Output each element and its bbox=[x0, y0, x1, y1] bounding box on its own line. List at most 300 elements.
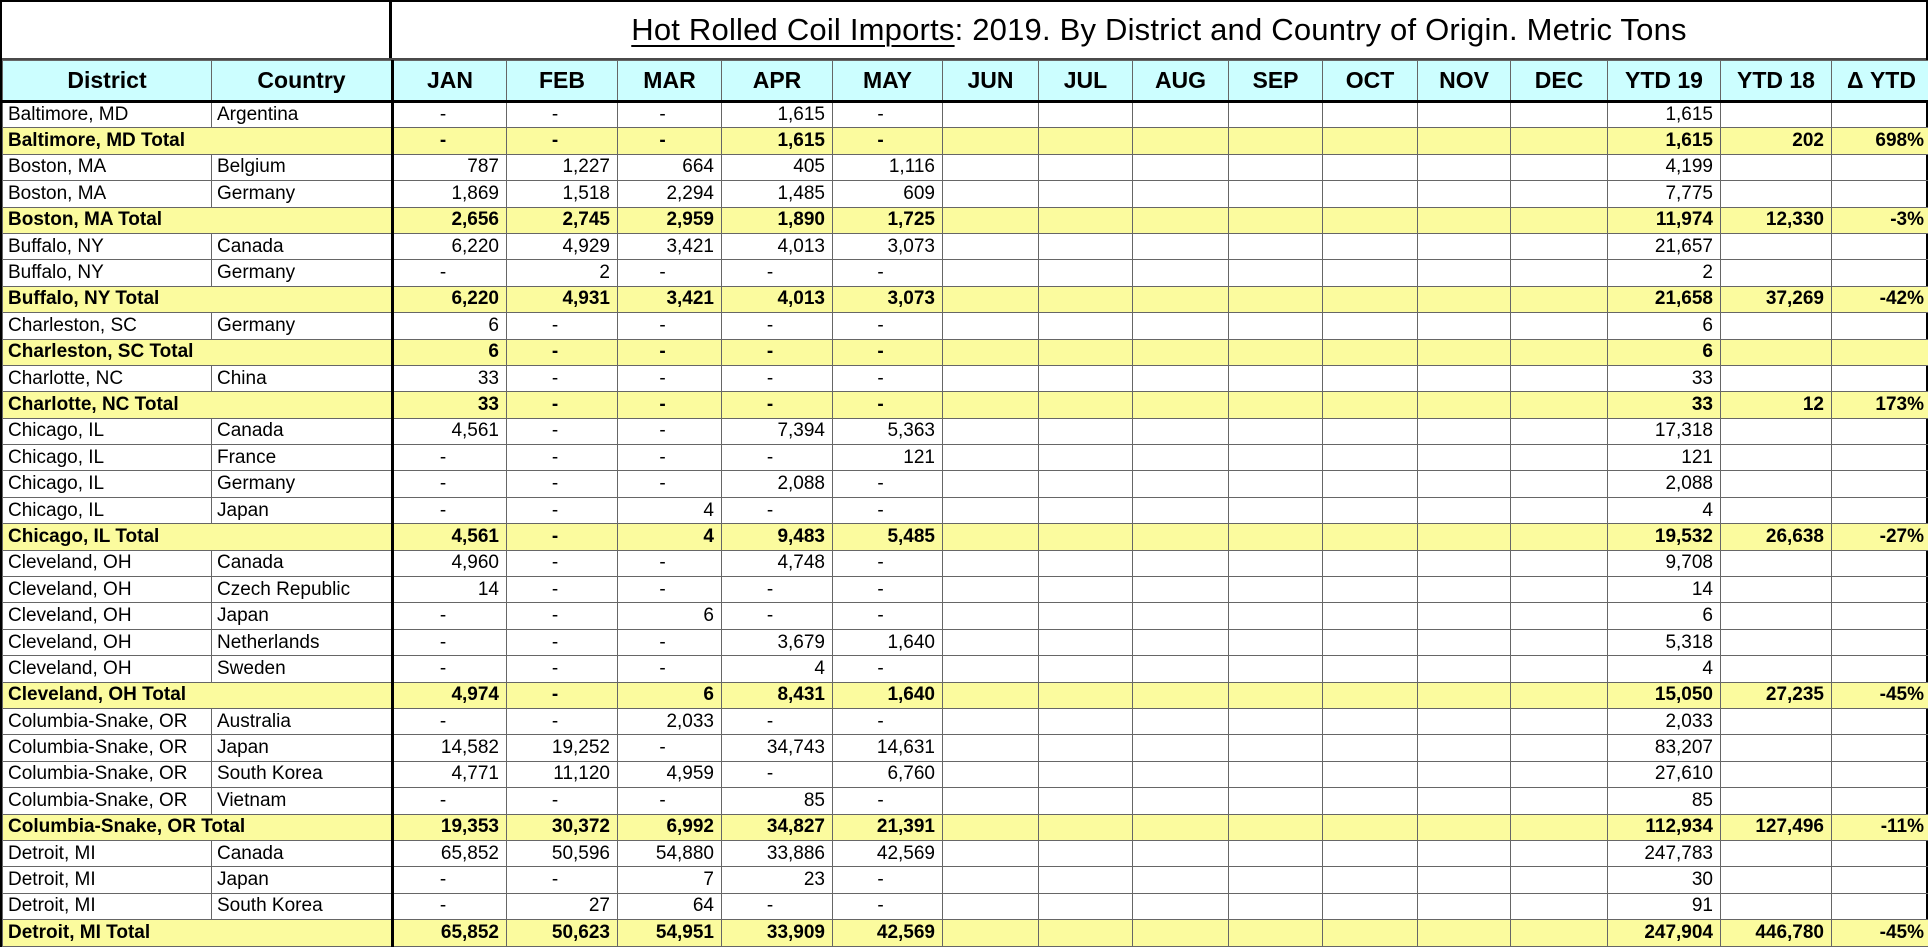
cell-jun[interactable] bbox=[943, 550, 1039, 576]
cell-nov[interactable] bbox=[1418, 708, 1511, 734]
cell-jan[interactable]: 6 bbox=[393, 339, 507, 365]
cell-may[interactable]: - bbox=[833, 867, 943, 893]
cell-delta-ytd[interactable] bbox=[1832, 471, 1928, 497]
title-left-empty-cell[interactable] bbox=[2, 2, 392, 58]
cell-jul[interactable] bbox=[1039, 550, 1133, 576]
cell-jan[interactable]: - bbox=[393, 708, 507, 734]
cell-jan[interactable]: 1,869 bbox=[393, 181, 507, 207]
cell-district[interactable]: Baltimore, MD Total bbox=[3, 128, 393, 154]
cell-dec[interactable] bbox=[1511, 550, 1608, 576]
cell-oct[interactable] bbox=[1323, 497, 1418, 523]
header-cell-jul[interactable]: JUL bbox=[1039, 61, 1133, 102]
cell-ytd-19[interactable]: 2,033 bbox=[1608, 708, 1721, 734]
cell-district[interactable]: Chicago, IL bbox=[3, 445, 212, 471]
cell-dec[interactable] bbox=[1511, 181, 1608, 207]
cell-sep[interactable] bbox=[1229, 577, 1323, 603]
cell-apr[interactable]: 33,886 bbox=[722, 840, 833, 866]
cell-nov[interactable] bbox=[1418, 867, 1511, 893]
cell-country[interactable]: Vietnam bbox=[212, 788, 393, 814]
cell-feb[interactable]: - bbox=[507, 524, 618, 550]
cell-jun[interactable] bbox=[943, 286, 1039, 312]
cell-ytd-19[interactable]: 21,657 bbox=[1608, 233, 1721, 259]
cell-may[interactable]: - bbox=[833, 471, 943, 497]
cell-country[interactable]: Australia bbox=[212, 708, 393, 734]
cell-feb[interactable]: 30,372 bbox=[507, 814, 618, 840]
cell-apr[interactable]: - bbox=[722, 445, 833, 471]
cell-sep[interactable] bbox=[1229, 920, 1323, 946]
cell-sep[interactable] bbox=[1229, 735, 1323, 761]
cell-feb[interactable]: 4,931 bbox=[507, 286, 618, 312]
cell-district[interactable]: Charleston, SC bbox=[3, 313, 212, 339]
cell-apr[interactable]: 34,827 bbox=[722, 814, 833, 840]
cell-dec[interactable] bbox=[1511, 629, 1608, 655]
cell-jul[interactable] bbox=[1039, 577, 1133, 603]
cell-district[interactable]: Columbia-Snake, OR bbox=[3, 708, 212, 734]
cell-ytd-19[interactable]: 4,199 bbox=[1608, 154, 1721, 180]
cell-apr[interactable]: - bbox=[722, 893, 833, 919]
cell-dec[interactable] bbox=[1511, 761, 1608, 787]
cell-mar[interactable]: 64 bbox=[618, 893, 722, 919]
cell-dec[interactable] bbox=[1511, 577, 1608, 603]
cell-mar[interactable]: 4 bbox=[618, 497, 722, 523]
cell-oct[interactable] bbox=[1323, 708, 1418, 734]
cell-oct[interactable] bbox=[1323, 128, 1418, 154]
cell-sep[interactable] bbox=[1229, 708, 1323, 734]
cell-feb[interactable]: - bbox=[507, 365, 618, 391]
cell-ytd-18[interactable] bbox=[1721, 708, 1832, 734]
cell-delta-ytd[interactable] bbox=[1832, 577, 1928, 603]
cell-country[interactable]: Japan bbox=[212, 867, 393, 893]
cell-ytd-19[interactable]: 30 bbox=[1608, 867, 1721, 893]
cell-jul[interactable] bbox=[1039, 840, 1133, 866]
cell-apr[interactable]: 405 bbox=[722, 154, 833, 180]
cell-feb[interactable]: - bbox=[507, 708, 618, 734]
cell-ytd-19[interactable]: 2,088 bbox=[1608, 471, 1721, 497]
cell-country[interactable]: Czech Republic bbox=[212, 577, 393, 603]
cell-ytd-19[interactable]: 4 bbox=[1608, 656, 1721, 682]
cell-ytd-18[interactable] bbox=[1721, 577, 1832, 603]
cell-jul[interactable] bbox=[1039, 920, 1133, 946]
cell-nov[interactable] bbox=[1418, 207, 1511, 233]
cell-oct[interactable] bbox=[1323, 286, 1418, 312]
cell-jul[interactable] bbox=[1039, 445, 1133, 471]
cell-district[interactable]: Chicago, IL bbox=[3, 471, 212, 497]
cell-jun[interactable] bbox=[943, 761, 1039, 787]
cell-sep[interactable] bbox=[1229, 603, 1323, 629]
cell-jun[interactable] bbox=[943, 313, 1039, 339]
cell-may[interactable]: - bbox=[833, 339, 943, 365]
cell-sep[interactable] bbox=[1229, 313, 1323, 339]
cell-aug[interactable] bbox=[1133, 418, 1229, 444]
cell-district[interactable]: Charlotte, NC bbox=[3, 365, 212, 391]
cell-aug[interactable] bbox=[1133, 788, 1229, 814]
header-cell-delta-ytd[interactable]: Δ YTD bbox=[1832, 61, 1928, 102]
cell-nov[interactable] bbox=[1418, 260, 1511, 286]
cell-delta-ytd[interactable] bbox=[1832, 708, 1928, 734]
cell-nov[interactable] bbox=[1418, 814, 1511, 840]
cell-feb[interactable]: 11,120 bbox=[507, 761, 618, 787]
cell-jan[interactable]: - bbox=[393, 629, 507, 655]
cell-ytd-19[interactable]: 6 bbox=[1608, 313, 1721, 339]
header-cell-nov[interactable]: NOV bbox=[1418, 61, 1511, 102]
cell-country[interactable]: Belgium bbox=[212, 154, 393, 180]
header-cell-mar[interactable]: MAR bbox=[618, 61, 722, 102]
cell-jun[interactable] bbox=[943, 260, 1039, 286]
cell-sep[interactable] bbox=[1229, 154, 1323, 180]
cell-dec[interactable] bbox=[1511, 603, 1608, 629]
cell-ytd-19[interactable]: 11,974 bbox=[1608, 207, 1721, 233]
cell-aug[interactable] bbox=[1133, 629, 1229, 655]
cell-apr[interactable]: 23 bbox=[722, 867, 833, 893]
cell-jan[interactable]: - bbox=[393, 893, 507, 919]
cell-sep[interactable] bbox=[1229, 233, 1323, 259]
cell-apr[interactable]: 8,431 bbox=[722, 682, 833, 708]
cell-ytd-18[interactable] bbox=[1721, 154, 1832, 180]
cell-aug[interactable] bbox=[1133, 735, 1229, 761]
cell-aug[interactable] bbox=[1133, 207, 1229, 233]
cell-mar[interactable]: 6 bbox=[618, 603, 722, 629]
cell-country[interactable]: Netherlands bbox=[212, 629, 393, 655]
cell-ytd-18[interactable] bbox=[1721, 550, 1832, 576]
cell-ytd-19[interactable]: 2 bbox=[1608, 260, 1721, 286]
cell-mar[interactable]: 6 bbox=[618, 682, 722, 708]
cell-feb[interactable]: 1,227 bbox=[507, 154, 618, 180]
cell-jan[interactable]: 33 bbox=[393, 392, 507, 418]
cell-district[interactable]: Detroit, MI bbox=[3, 893, 212, 919]
cell-ytd-19[interactable]: 33 bbox=[1608, 365, 1721, 391]
cell-delta-ytd[interactable] bbox=[1832, 761, 1928, 787]
cell-dec[interactable] bbox=[1511, 445, 1608, 471]
cell-apr[interactable]: - bbox=[722, 577, 833, 603]
cell-aug[interactable] bbox=[1133, 233, 1229, 259]
cell-ytd-19[interactable]: 4 bbox=[1608, 497, 1721, 523]
cell-delta-ytd[interactable] bbox=[1832, 893, 1928, 919]
cell-apr[interactable]: 34,743 bbox=[722, 735, 833, 761]
cell-sep[interactable] bbox=[1229, 497, 1323, 523]
cell-nov[interactable] bbox=[1418, 788, 1511, 814]
cell-sep[interactable] bbox=[1229, 207, 1323, 233]
cell-delta-ytd[interactable] bbox=[1832, 233, 1928, 259]
cell-oct[interactable] bbox=[1323, 365, 1418, 391]
cell-dec[interactable] bbox=[1511, 418, 1608, 444]
cell-feb[interactable]: - bbox=[507, 418, 618, 444]
cell-sep[interactable] bbox=[1229, 629, 1323, 655]
cell-jan[interactable]: 6 bbox=[393, 313, 507, 339]
cell-apr[interactable]: - bbox=[722, 313, 833, 339]
cell-aug[interactable] bbox=[1133, 920, 1229, 946]
cell-dec[interactable] bbox=[1511, 814, 1608, 840]
cell-oct[interactable] bbox=[1323, 682, 1418, 708]
cell-jul[interactable] bbox=[1039, 471, 1133, 497]
cell-ytd-19[interactable]: 1,615 bbox=[1608, 128, 1721, 154]
cell-oct[interactable] bbox=[1323, 471, 1418, 497]
cell-jun[interactable] bbox=[943, 154, 1039, 180]
cell-feb[interactable]: - bbox=[507, 682, 618, 708]
cell-sep[interactable] bbox=[1229, 365, 1323, 391]
cell-sep[interactable] bbox=[1229, 339, 1323, 365]
cell-may[interactable]: 5,363 bbox=[833, 418, 943, 444]
cell-mar[interactable]: - bbox=[618, 788, 722, 814]
cell-oct[interactable] bbox=[1323, 260, 1418, 286]
cell-sep[interactable] bbox=[1229, 761, 1323, 787]
cell-aug[interactable] bbox=[1133, 893, 1229, 919]
cell-apr[interactable]: 2,088 bbox=[722, 471, 833, 497]
cell-jul[interactable] bbox=[1039, 286, 1133, 312]
cell-apr[interactable]: 4,013 bbox=[722, 233, 833, 259]
cell-may[interactable]: 1,640 bbox=[833, 629, 943, 655]
cell-country[interactable]: Germany bbox=[212, 471, 393, 497]
header-cell-oct[interactable]: OCT bbox=[1323, 61, 1418, 102]
cell-jan[interactable]: - bbox=[393, 497, 507, 523]
cell-oct[interactable] bbox=[1323, 920, 1418, 946]
cell-jun[interactable] bbox=[943, 181, 1039, 207]
cell-jan[interactable]: - bbox=[393, 471, 507, 497]
cell-sep[interactable] bbox=[1229, 260, 1323, 286]
cell-may[interactable]: 3,073 bbox=[833, 233, 943, 259]
cell-ytd-19[interactable]: 21,658 bbox=[1608, 286, 1721, 312]
cell-oct[interactable] bbox=[1323, 445, 1418, 471]
cell-sep[interactable] bbox=[1229, 181, 1323, 207]
cell-nov[interactable] bbox=[1418, 313, 1511, 339]
cell-jun[interactable] bbox=[943, 418, 1039, 444]
cell-jul[interactable] bbox=[1039, 788, 1133, 814]
cell-feb[interactable]: - bbox=[507, 629, 618, 655]
cell-apr[interactable]: 85 bbox=[722, 788, 833, 814]
cell-may[interactable]: - bbox=[833, 708, 943, 734]
cell-apr[interactable]: 1,615 bbox=[722, 128, 833, 154]
cell-country[interactable]: Japan bbox=[212, 603, 393, 629]
cell-jan[interactable]: - bbox=[393, 128, 507, 154]
cell-oct[interactable] bbox=[1323, 788, 1418, 814]
cell-apr[interactable]: - bbox=[722, 708, 833, 734]
cell-may[interactable]: - bbox=[833, 656, 943, 682]
cell-jun[interactable] bbox=[943, 893, 1039, 919]
cell-jul[interactable] bbox=[1039, 735, 1133, 761]
cell-oct[interactable] bbox=[1323, 524, 1418, 550]
cell-jul[interactable] bbox=[1039, 365, 1133, 391]
cell-nov[interactable] bbox=[1418, 550, 1511, 576]
cell-delta-ytd[interactable] bbox=[1832, 867, 1928, 893]
cell-ytd-19[interactable]: 6 bbox=[1608, 339, 1721, 365]
cell-feb[interactable]: 2 bbox=[507, 260, 618, 286]
cell-aug[interactable] bbox=[1133, 867, 1229, 893]
cell-oct[interactable] bbox=[1323, 603, 1418, 629]
cell-jun[interactable] bbox=[943, 840, 1039, 866]
cell-aug[interactable] bbox=[1133, 761, 1229, 787]
cell-feb[interactable]: 2,745 bbox=[507, 207, 618, 233]
cell-aug[interactable] bbox=[1133, 603, 1229, 629]
cell-delta-ytd[interactable]: -3% bbox=[1832, 207, 1928, 233]
cell-apr[interactable]: - bbox=[722, 260, 833, 286]
cell-ytd-18[interactable] bbox=[1721, 788, 1832, 814]
cell-dec[interactable] bbox=[1511, 207, 1608, 233]
cell-mar[interactable]: - bbox=[618, 260, 722, 286]
cell-feb[interactable]: - bbox=[507, 313, 618, 339]
cell-mar[interactable]: 664 bbox=[618, 154, 722, 180]
cell-district[interactable]: Buffalo, NY bbox=[3, 233, 212, 259]
cell-delta-ytd[interactable] bbox=[1832, 418, 1928, 444]
cell-dec[interactable] bbox=[1511, 286, 1608, 312]
cell-apr[interactable]: - bbox=[722, 761, 833, 787]
cell-jan[interactable]: 4,974 bbox=[393, 682, 507, 708]
cell-apr[interactable]: 4,748 bbox=[722, 550, 833, 576]
cell-nov[interactable] bbox=[1418, 102, 1511, 128]
cell-dec[interactable] bbox=[1511, 840, 1608, 866]
cell-may[interactable]: 42,569 bbox=[833, 920, 943, 946]
cell-dec[interactable] bbox=[1511, 365, 1608, 391]
cell-ytd-18[interactable] bbox=[1721, 656, 1832, 682]
cell-delta-ytd[interactable] bbox=[1832, 497, 1928, 523]
header-cell-sep[interactable]: SEP bbox=[1229, 61, 1323, 102]
cell-may[interactable]: - bbox=[833, 550, 943, 576]
cell-jun[interactable] bbox=[943, 920, 1039, 946]
cell-nov[interactable] bbox=[1418, 497, 1511, 523]
cell-feb[interactable]: 50,596 bbox=[507, 840, 618, 866]
cell-nov[interactable] bbox=[1418, 128, 1511, 154]
cell-sep[interactable] bbox=[1229, 102, 1323, 128]
cell-jan[interactable]: 65,852 bbox=[393, 920, 507, 946]
cell-ytd-19[interactable]: 83,207 bbox=[1608, 735, 1721, 761]
cell-delta-ytd[interactable] bbox=[1832, 840, 1928, 866]
cell-delta-ytd[interactable] bbox=[1832, 313, 1928, 339]
cell-jul[interactable] bbox=[1039, 708, 1133, 734]
cell-ytd-18[interactable] bbox=[1721, 761, 1832, 787]
cell-district[interactable]: Detroit, MI Total bbox=[3, 920, 393, 946]
cell-nov[interactable] bbox=[1418, 365, 1511, 391]
cell-ytd-19[interactable]: 7,775 bbox=[1608, 181, 1721, 207]
cell-jan[interactable]: 19,353 bbox=[393, 814, 507, 840]
cell-feb[interactable]: 27 bbox=[507, 893, 618, 919]
cell-apr[interactable]: - bbox=[722, 497, 833, 523]
cell-may[interactable]: - bbox=[833, 497, 943, 523]
cell-ytd-18[interactable] bbox=[1721, 603, 1832, 629]
cell-jul[interactable] bbox=[1039, 128, 1133, 154]
cell-oct[interactable] bbox=[1323, 735, 1418, 761]
header-cell-dec[interactable]: DEC bbox=[1511, 61, 1608, 102]
cell-jun[interactable] bbox=[943, 445, 1039, 471]
cell-country[interactable]: South Korea bbox=[212, 761, 393, 787]
cell-may[interactable]: 1,640 bbox=[833, 682, 943, 708]
cell-mar[interactable]: - bbox=[618, 418, 722, 444]
cell-aug[interactable] bbox=[1133, 392, 1229, 418]
cell-sep[interactable] bbox=[1229, 286, 1323, 312]
cell-feb[interactable]: - bbox=[507, 867, 618, 893]
cell-ytd-19[interactable]: 247,904 bbox=[1608, 920, 1721, 946]
cell-may[interactable]: 121 bbox=[833, 445, 943, 471]
cell-apr[interactable]: - bbox=[722, 603, 833, 629]
cell-aug[interactable] bbox=[1133, 128, 1229, 154]
cell-mar[interactable]: 6,992 bbox=[618, 814, 722, 840]
cell-oct[interactable] bbox=[1323, 313, 1418, 339]
cell-country[interactable]: Canada bbox=[212, 840, 393, 866]
cell-apr[interactable]: 1,615 bbox=[722, 102, 833, 128]
cell-jan[interactable]: 65,852 bbox=[393, 840, 507, 866]
cell-sep[interactable] bbox=[1229, 814, 1323, 840]
cell-jun[interactable] bbox=[943, 102, 1039, 128]
cell-ytd-18[interactable]: 446,780 bbox=[1721, 920, 1832, 946]
cell-ytd-19[interactable]: 112,934 bbox=[1608, 814, 1721, 840]
cell-jun[interactable] bbox=[943, 233, 1039, 259]
cell-ytd-19[interactable]: 6 bbox=[1608, 603, 1721, 629]
cell-ytd-19[interactable]: 14 bbox=[1608, 577, 1721, 603]
cell-sep[interactable] bbox=[1229, 128, 1323, 154]
cell-feb[interactable]: - bbox=[507, 445, 618, 471]
cell-oct[interactable] bbox=[1323, 154, 1418, 180]
cell-ytd-19[interactable]: 5,318 bbox=[1608, 629, 1721, 655]
cell-mar[interactable]: 2,033 bbox=[618, 708, 722, 734]
cell-aug[interactable] bbox=[1133, 154, 1229, 180]
cell-country[interactable]: Canada bbox=[212, 550, 393, 576]
cell-may[interactable]: 14,631 bbox=[833, 735, 943, 761]
cell-ytd-18[interactable] bbox=[1721, 893, 1832, 919]
cell-dec[interactable] bbox=[1511, 708, 1608, 734]
cell-district[interactable]: Boston, MA bbox=[3, 181, 212, 207]
cell-may[interactable]: 609 bbox=[833, 181, 943, 207]
cell-feb[interactable]: - bbox=[507, 497, 618, 523]
cell-apr[interactable]: 33,909 bbox=[722, 920, 833, 946]
cell-mar[interactable]: - bbox=[618, 339, 722, 365]
cell-district[interactable]: Boston, MA Total bbox=[3, 207, 393, 233]
cell-nov[interactable] bbox=[1418, 735, 1511, 761]
cell-district[interactable]: Columbia-Snake, OR Total bbox=[3, 814, 393, 840]
cell-ytd-18[interactable] bbox=[1721, 471, 1832, 497]
cell-mar[interactable]: - bbox=[618, 392, 722, 418]
cell-delta-ytd[interactable] bbox=[1832, 365, 1928, 391]
cell-nov[interactable] bbox=[1418, 524, 1511, 550]
cell-dec[interactable] bbox=[1511, 154, 1608, 180]
cell-jul[interactable] bbox=[1039, 656, 1133, 682]
header-cell-may[interactable]: MAY bbox=[833, 61, 943, 102]
cell-nov[interactable] bbox=[1418, 603, 1511, 629]
cell-nov[interactable] bbox=[1418, 286, 1511, 312]
cell-feb[interactable]: - bbox=[507, 339, 618, 365]
cell-ytd-18[interactable] bbox=[1721, 840, 1832, 866]
cell-country[interactable]: Germany bbox=[212, 260, 393, 286]
cell-district[interactable]: Buffalo, NY Total bbox=[3, 286, 393, 312]
cell-mar[interactable]: - bbox=[618, 365, 722, 391]
cell-nov[interactable] bbox=[1418, 471, 1511, 497]
cell-mar[interactable]: - bbox=[618, 656, 722, 682]
cell-feb[interactable]: - bbox=[507, 656, 618, 682]
cell-feb[interactable]: - bbox=[507, 392, 618, 418]
cell-sep[interactable] bbox=[1229, 445, 1323, 471]
cell-apr[interactable]: 3,679 bbox=[722, 629, 833, 655]
cell-jun[interactable] bbox=[943, 656, 1039, 682]
cell-jun[interactable] bbox=[943, 735, 1039, 761]
cell-oct[interactable] bbox=[1323, 339, 1418, 365]
cell-jul[interactable] bbox=[1039, 497, 1133, 523]
header-cell-district[interactable]: District bbox=[3, 61, 212, 102]
cell-delta-ytd[interactable] bbox=[1832, 154, 1928, 180]
cell-feb[interactable]: - bbox=[507, 603, 618, 629]
cell-oct[interactable] bbox=[1323, 629, 1418, 655]
cell-jun[interactable] bbox=[943, 339, 1039, 365]
cell-delta-ytd[interactable]: 698% bbox=[1832, 128, 1928, 154]
cell-district[interactable]: Cleveland, OH bbox=[3, 629, 212, 655]
cell-delta-ytd[interactable]: -27% bbox=[1832, 524, 1928, 550]
cell-delta-ytd[interactable]: -11% bbox=[1832, 814, 1928, 840]
cell-may[interactable]: 1,116 bbox=[833, 154, 943, 180]
cell-may[interactable]: - bbox=[833, 788, 943, 814]
cell-jul[interactable] bbox=[1039, 154, 1133, 180]
cell-jun[interactable] bbox=[943, 497, 1039, 523]
cell-nov[interactable] bbox=[1418, 629, 1511, 655]
cell-sep[interactable] bbox=[1229, 682, 1323, 708]
cell-aug[interactable] bbox=[1133, 260, 1229, 286]
cell-ytd-18[interactable] bbox=[1721, 867, 1832, 893]
cell-mar[interactable]: 4 bbox=[618, 524, 722, 550]
cell-jul[interactable] bbox=[1039, 682, 1133, 708]
